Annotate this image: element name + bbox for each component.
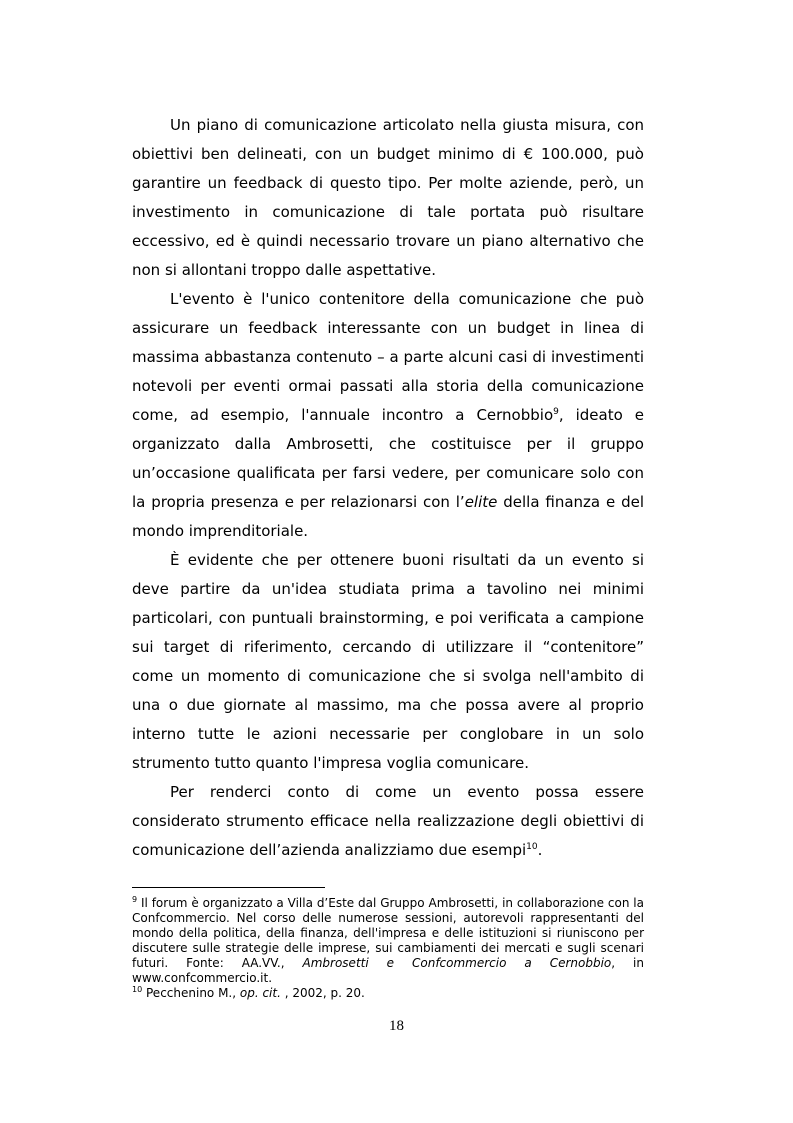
paragraph-3: È evidente che per ottenere buoni risultati da un evento si deve partire da un'idea studiata prima a tavolino nei minimi particolari, con puntuali brainstorming, e poi verificata a campione sui target di riferimento, cercando di utilizzare il “contenitore” come un momento di comunicazione che si svolga nell'ambito di una o due giornate al massimo, ma che possa avere al proprio interno tutte le azioni necessarie per conglobare in un solo strumento tutto quanto l'impresa voglia comunicare.	[132, 551, 644, 772]
paragraph-1: Un piano di comunicazione articolato nella giusta misura, con obiettivi ben delineati, con un budget minimo di € 100.000, può garantire un feedback di questo tipo. Per molte aziende, però, un investimento in comunicazione di tale portata può risultare eccessivo, ed è quindi necessario trovare un piano alternativo che non si allontani troppo dalle aspettative.	[132, 116, 644, 279]
body-text	[132, 111, 644, 865]
footnote-ref-10: 10	[526, 842, 538, 852]
footnote-10: $^{10}$ Pecchenino M., op. cit. , 2002, p. 20.	[132, 985, 365, 1000]
page-number: 18	[389, 1018, 404, 1034]
paragraph-2: L'evento è l'unico contenitore della comunicazione che può assicurare un feedback interessante con un budget in linea di massima abbastanza contenuto – a parte alcuni casi di investimenti notevoli per eventi ormai passati alla storia della comunicazione come, ad esempio, l'annuale incontro a Cernobbio$^9$, ideato e organizzato dalla Ambrosetti, che costituisce per il gruppo un’occasione qualificata per farsi vedere, per comunicare solo con la propria presenza e per relazionarsi con l’elite della finanza e del mondo imprenditoriale.	[132, 290, 644, 540]
footnote-ref-9: 9	[553, 407, 559, 417]
paragraph-4: Per renderci conto di come un evento possa essere considerato strumento efficace nella realizzazione degli obiettivi di comunicazione dell’azienda analizziamo due esempi$^{10}$.	[132, 783, 644, 859]
footnotes	[132, 896, 644, 1001]
footnote-9: $^9$ Il forum è organizzato a Villa d’Este dal Gruppo Ambrosetti, in collaborazione con la Confcommercio. Nel corso delle numerose sessioni, autorevoli rappresentanti del mondo della politica, della finanza, dell'impresa e delle istituzioni si riuniscono per discutere sulle strategie delle imprese, sui cambiamenti dei mercati e sugli scenari futuri. Fonte: AA.VV., Ambrosetti e Confcommercio a Cernobbio, in www.confcommercio.it.	[132, 895, 644, 985]
footnote-separator	[132, 887, 325, 888]
